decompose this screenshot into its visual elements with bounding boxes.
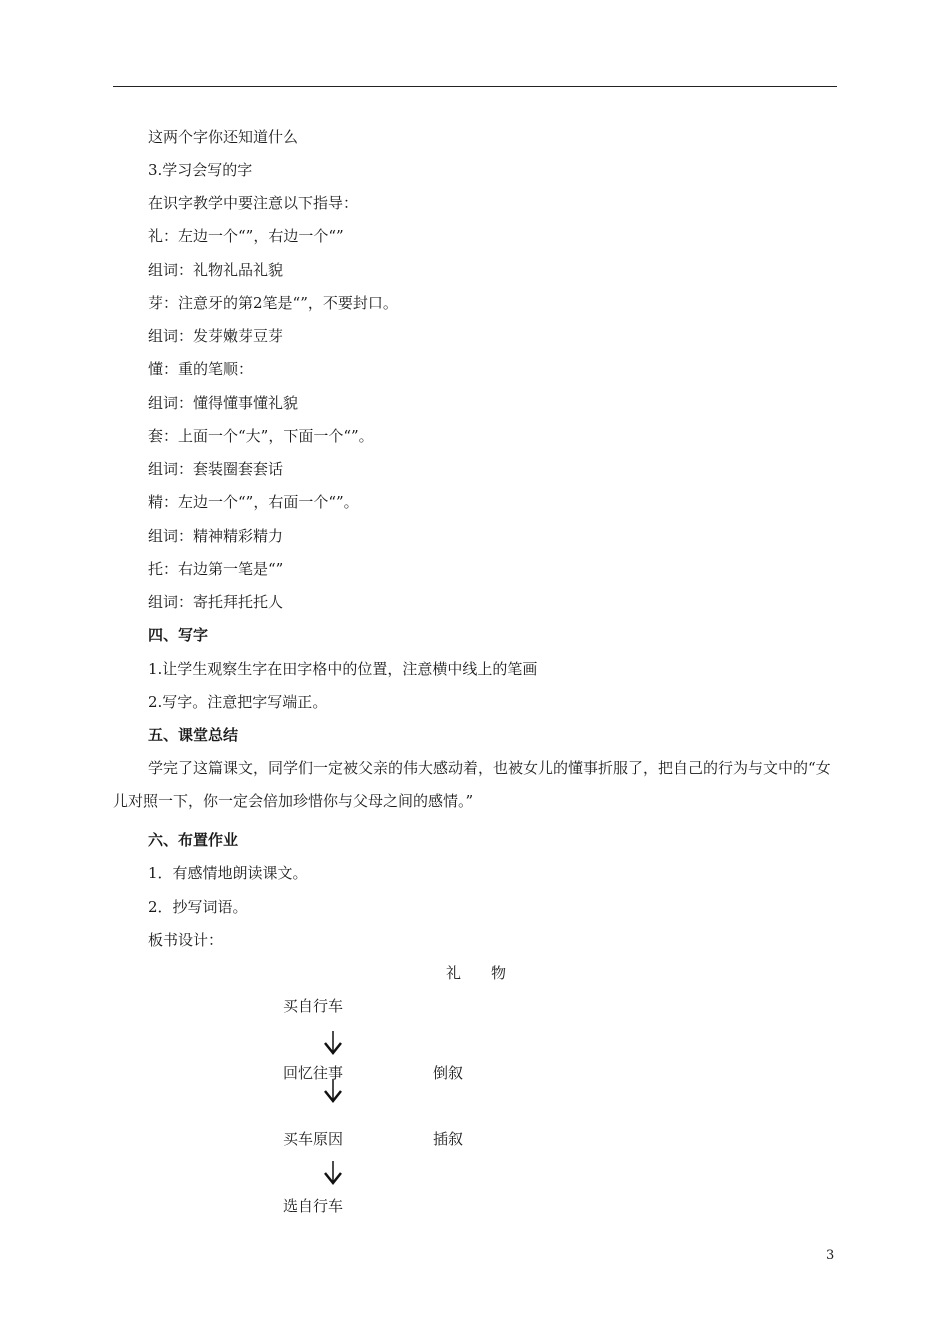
section-title-summary: 五、课堂总结 bbox=[148, 726, 239, 744]
text-line: 组词：精神精彩精力 bbox=[148, 527, 284, 545]
text-line: 组词：礼物礼品礼貌 bbox=[148, 261, 284, 279]
board-design-label: 板书设计： bbox=[148, 931, 224, 949]
text-line: 套：上面一个“大”，下面一个“”。 bbox=[148, 427, 374, 445]
text-line: 组词：懂得懂事懂礼貌 bbox=[148, 394, 299, 412]
board-note: 插叙 bbox=[433, 1130, 464, 1148]
text-line: 组词：套装圈套套话 bbox=[148, 460, 284, 478]
board-step: 选自行车 bbox=[283, 1197, 344, 1215]
text-line: 托：右边第一笔是“” bbox=[148, 560, 284, 578]
text-line: 这两个字你还知道什么 bbox=[148, 128, 299, 146]
section-title-writing: 四、写字 bbox=[148, 626, 209, 644]
section-title-homework: 六、布置作业 bbox=[148, 831, 239, 849]
summary-paragraph: 学完了这篇课文，同学们一定被父亲的伟大感动着，也被女儿的懂事折服了，把自己的行为与文中的“女儿对照一下，你一定会倍加珍惜你与父母之间的感情。” bbox=[113, 759, 831, 810]
page-number: 3 bbox=[826, 1248, 835, 1263]
board-note: 倒叙 bbox=[433, 1064, 464, 1082]
board-title: 礼 物 bbox=[446, 964, 507, 982]
down-arrow-icon bbox=[322, 1160, 344, 1186]
down-arrow-icon bbox=[322, 1030, 344, 1056]
text-line: 精：左边一个“”，右面一个“”。 bbox=[148, 493, 359, 511]
text-line: 芽：注意牙的第2笔是“”，不要封口。 bbox=[148, 294, 398, 312]
list-item: 1.让学生观察生字在田字格中的位置，注意横中线上的笔画 bbox=[148, 660, 538, 678]
list-item: 2．抄写词语。 bbox=[148, 898, 248, 916]
list-item: 1．有感情地朗读课文。 bbox=[148, 864, 308, 882]
text-line: 懂：重的笔顺： bbox=[148, 360, 254, 378]
board-step: 回忆往事 bbox=[283, 1064, 344, 1082]
text-line: 礼：左边一个“”，右边一个“” bbox=[148, 227, 344, 245]
header-rule bbox=[113, 86, 837, 87]
board-step: 买车原因 bbox=[283, 1130, 344, 1148]
board-step: 买自行车 bbox=[283, 997, 344, 1015]
text-line: 组词：发芽嫩芽豆芽 bbox=[148, 327, 284, 345]
text-line: 在识字教学中要注意以下指导： bbox=[148, 194, 359, 212]
down-arrow-icon bbox=[322, 1078, 344, 1104]
text-line: 3.学习会写的字 bbox=[148, 161, 253, 179]
text-line: 组词：寄托拜托托人 bbox=[148, 593, 284, 611]
list-item: 2.写字。注意把字写端正。 bbox=[148, 693, 328, 711]
